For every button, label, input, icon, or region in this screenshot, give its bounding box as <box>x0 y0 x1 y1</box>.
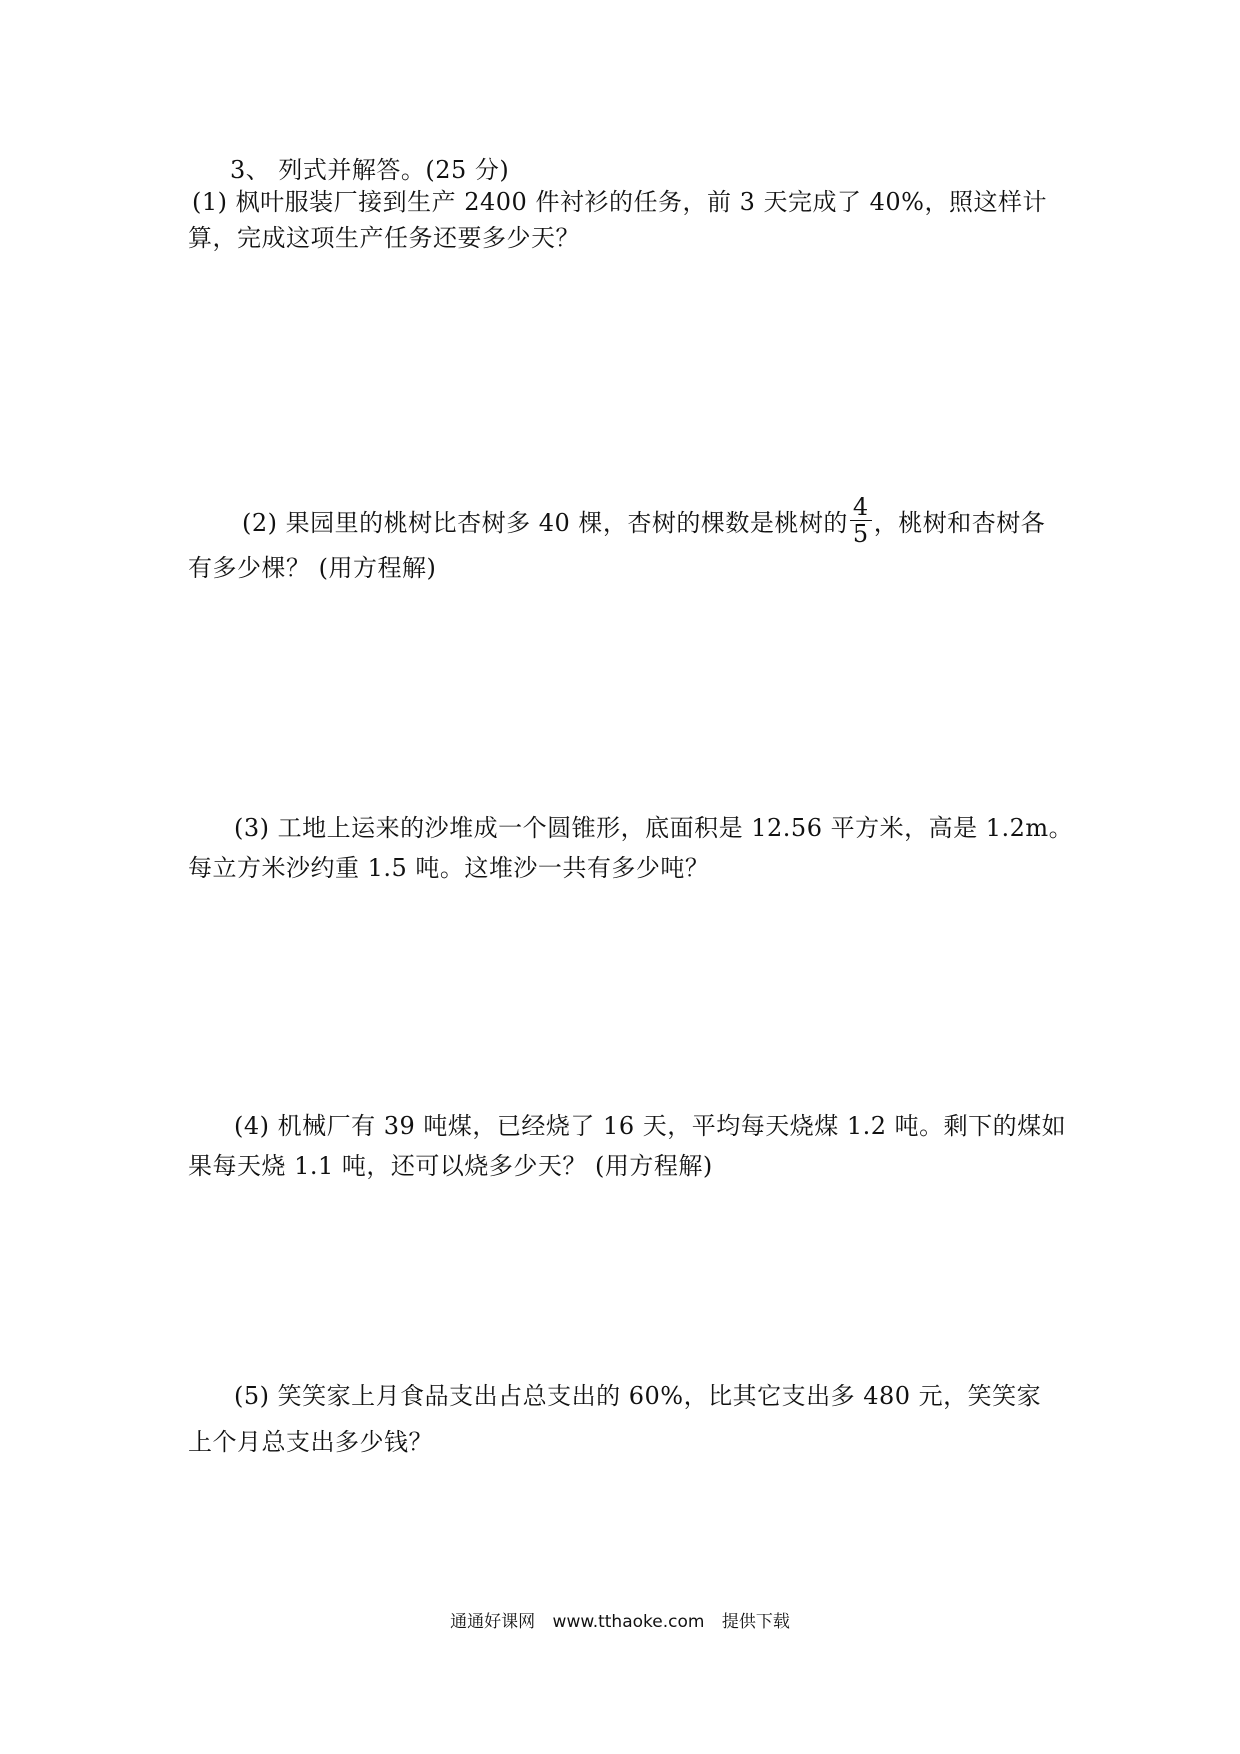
problem-4-line-2: 果每天烧 1.1 吨，还可以烧多少天？ (用方程解) <box>188 1152 713 1180</box>
page-footer <box>0 1610 1240 1634</box>
footer-url[interactable]: www.tthaoke.com <box>552 1612 705 1632</box>
problem-4-line-1: (4) 机械厂有 39 吨煤，已经烧了 16 天，平均每天烧煤 1.2 吨。剩下的煤如 <box>234 1112 1067 1140</box>
problem-3-line-2: 每立方米沙约重 1.5 吨。这堆沙一共有多少吨？ <box>188 854 710 882</box>
problem-2-text-before-fraction: (2) 果园里的桃树比杏树多 40 棵，杏树的棵数是桃树的 <box>242 509 848 537</box>
problem-2-line-1 <box>242 493 1046 551</box>
problem-3-line-1: (3) 工地上运来的沙堆成一个圆锥形，底面积是 12.56 平方米，高是 1.2m。 <box>234 814 1074 842</box>
problem-1-line-2: 算，完成这项生产任务还要多少天？ <box>188 224 580 252</box>
footer-site-name: 通通好课网 <box>450 1612 536 1632</box>
problem-5-line-2: 上个月总支出多少钱？ <box>188 1428 433 1456</box>
fraction-four-fifths <box>850 494 872 547</box>
problem-2-text-after-fraction: ，桃树和杏树各 <box>873 509 1046 537</box>
footer-suffix: 提供下载 <box>721 1612 790 1632</box>
fraction-numerator: 4 <box>850 494 872 521</box>
problem-1-line-1: (1) 枫叶服装厂接到生产 2400 件衬衫的任务，前 3 天完成了 40%，照这样计 <box>192 188 1047 216</box>
problem-5-line-1: (5) 笑笑家上月食品支出占总支出的 60%，比其它支出多 480 元，笑笑家 <box>234 1382 1042 1410</box>
problem-2-line-2: 有多少棵？ (用方程解) <box>188 554 437 582</box>
fraction-denominator: 5 <box>852 520 869 548</box>
section-title: 3、 列式并解答。(25 分) <box>230 156 510 184</box>
